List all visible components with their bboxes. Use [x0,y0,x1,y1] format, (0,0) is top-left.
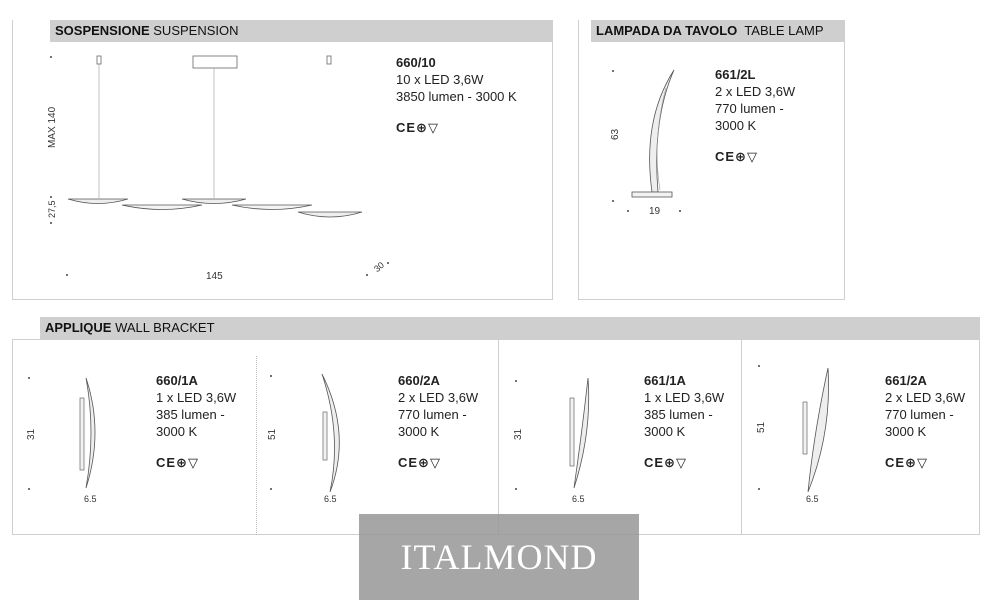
italmond-watermark: ITALMOND [359,514,639,600]
wall-item-spec [398,372,478,471]
certification-icons: CE⊕▽ [644,455,687,470]
color-temp-spec: 3000 K [715,118,757,133]
dim-marker [515,380,517,382]
color-temp-spec: 3000 K [644,424,686,439]
wall-item-height-dimension: 51 [267,428,278,440]
wall-bracket-header-it: APPLIQUE [45,320,112,335]
lumen-spec: 770 lumen - [398,407,467,422]
dim-marker [28,488,30,490]
lumen-spec: 385 lumen - [156,407,225,422]
wall-item-depth-dimension: 6.5 [806,494,819,504]
color-temp-spec: 3000 K [885,424,927,439]
product-code: 661/2A [885,373,927,388]
lumen-spec: 770 lumen - [715,101,784,116]
certification-icons: CE⊕▽ [398,455,441,470]
wall-item-depth-dimension: 6.5 [84,494,97,504]
dim-marker [270,375,272,377]
suspension-header-it: SOSPENSIONE [55,23,150,38]
dim-marker [270,488,272,490]
product-code: 660/2A [398,373,440,388]
table-lamp-header-en: TABLE LAMP [744,23,824,38]
product-code: 660/1A [156,373,198,388]
certification-icons: CE⊕▽ [396,120,439,135]
wall-item-depth-dimension: 6.5 [572,494,585,504]
certification-icons: CE⊕▽ [885,455,928,470]
led-spec: 2 x LED 3,6W [398,390,479,405]
wall-item-depth-dimension: 6.5 [324,494,337,504]
suspension-depth-dimension: 30 [371,259,387,275]
suspension-shade-dimension: 27,5 [47,200,57,218]
product-code: 660/10 [396,55,436,70]
dim-marker [758,365,760,367]
table-lamp-header-it: LAMPADA DA TAVOLO [596,23,738,38]
color-temp-spec: 3000 K [398,424,440,439]
led-spec: 2 x LED 3,6W [715,84,796,99]
lumen-spec: 385 lumen - [644,407,713,422]
color-temp-spec: 3000 K [156,424,198,439]
product-code: 661/1A [644,373,686,388]
suspension-width-dimension: 145 [206,271,223,282]
led-spec: 2 x LED 3,6W [885,390,966,405]
product-code: 661/2L [715,67,756,82]
suspension-header-en: SUSPENSION [153,23,239,38]
certification-icons: CE⊕▽ [715,149,758,164]
wall-item-spec [156,372,236,471]
dim-marker [515,488,517,490]
wall-item-height-dimension: 51 [756,421,767,433]
lumen-spec: 770 lumen - [885,407,954,422]
table-lamp-base-dimension: 19 [649,206,661,217]
led-spec: 1 x LED 3,6W [644,390,725,405]
certification-icons: CE⊕▽ [156,455,199,470]
table-lamp-height-dimension: 63 [610,128,621,140]
wall-bracket-header-en: WALL BRACKET [115,320,215,335]
wall-item-height-dimension: 31 [26,428,37,440]
dim-marker [758,488,760,490]
lumen-spec: 3850 lumen - 3000 K [396,89,517,104]
led-spec: 10 x LED 3,6W [396,72,484,87]
led-spec: 1 x LED 3,6W [156,390,237,405]
wall-item-spec [885,372,965,471]
wall-item-height-dimension: 31 [513,428,524,440]
suspension-height-dimension: MAX 140 [47,106,58,148]
dim-marker [28,377,30,379]
wall-item-spec [644,372,724,471]
